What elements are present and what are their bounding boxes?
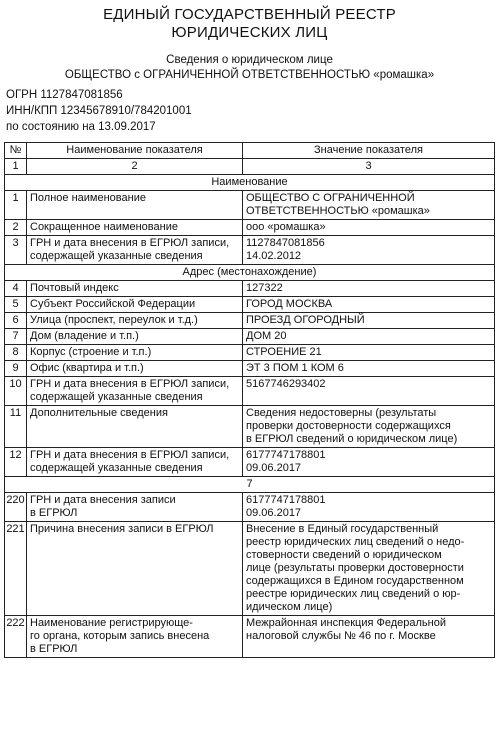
indicator-line: в ЕГРЮЛ <box>30 643 78 655</box>
row-number: 8 <box>5 345 27 361</box>
table-row <box>5 329 495 345</box>
header-value: Значение показателя <box>243 143 495 159</box>
table-row <box>5 616 495 658</box>
section-name-heading: Наименование <box>5 175 495 191</box>
indicator-line: в ЕГРЮЛ <box>30 507 78 519</box>
section-row-name <box>5 175 495 191</box>
value-line: ОТВЕТСТВЕННОСТЬЮ «ромашка» <box>246 205 430 217</box>
row-number: 12 <box>5 448 27 477</box>
value-line: 6177747178801 <box>246 494 326 506</box>
row-value <box>243 329 495 345</box>
table-row <box>5 345 495 361</box>
indicator-line: содержащей указанные сведения <box>30 462 203 474</box>
value-line: СТРОЕНИЕ 21 <box>246 346 322 358</box>
indicator-line: Дополнительные сведения <box>30 407 168 419</box>
row-number: 220 <box>5 493 27 522</box>
as-of-date-line: по состоянию на 13.09.2017 <box>6 121 156 133</box>
indicator-line: Наименование регистрирующе- <box>30 617 193 629</box>
row-value <box>243 616 495 658</box>
table-row <box>5 448 495 477</box>
row-indicator <box>27 616 243 658</box>
value-line: 09.06.2017 <box>246 507 302 519</box>
indicator-line: Корпус (строение и т.п.) <box>30 346 152 358</box>
document-title <box>0 6 499 42</box>
row-indicator <box>27 220 243 236</box>
section-row-address <box>5 265 495 281</box>
value-line: проверки достоверности содержащихся <box>246 420 451 432</box>
indicator-line: ГРН и дата внесения в ЕГРЮЛ записи, <box>30 378 230 390</box>
table-row <box>5 191 495 220</box>
section-7-heading: 7 <box>5 477 495 493</box>
row-value <box>243 297 495 313</box>
table-row <box>5 522 495 616</box>
table-row <box>5 406 495 448</box>
row-number: 5 <box>5 297 27 313</box>
row-value <box>243 361 495 377</box>
value-line: лице (результаты проверки достоверности <box>246 562 464 574</box>
value-line: 127322 <box>246 282 283 294</box>
inn-kpp-line: ИНН/КПП 12345678910/784201001 <box>6 105 192 117</box>
row-value <box>243 522 495 616</box>
row-number: 4 <box>5 281 27 297</box>
indicator-line: ГРН и дата внесения записи <box>30 494 176 506</box>
section-address-heading: Адрес (местонахождение) <box>5 265 495 281</box>
row-indicator <box>27 191 243 220</box>
row-number: 9 <box>5 361 27 377</box>
title-line-1: ЕДИНЫЙ ГОСУДАРСТВЕННЫЙ РЕЕСТР <box>103 6 396 23</box>
indicator-line: Дом (владение и т.п.) <box>30 330 139 342</box>
value-line: ГОРОД МОСКВА <box>246 298 333 310</box>
row-value <box>243 281 495 297</box>
value-line: 6177747178801 <box>246 449 326 461</box>
indicator-line: содержащей указанные сведения <box>30 250 203 262</box>
row-indicator <box>27 297 243 313</box>
table-row <box>5 361 495 377</box>
value-line: содержащихся в Едином государственном <box>246 575 464 587</box>
section-row-7 <box>5 477 495 493</box>
row-value <box>243 191 495 220</box>
row-indicator <box>27 345 243 361</box>
value-line: Сведения недостоверны (результаты <box>246 407 437 419</box>
value-line: реестр юридических лиц сведений о недо- <box>246 536 465 548</box>
row-indicator <box>27 448 243 477</box>
row-value <box>243 313 495 329</box>
value-line: Внесение в Единый государственный <box>246 523 439 535</box>
table-row <box>5 220 495 236</box>
value-line: ДОМ 20 <box>246 330 287 342</box>
row-indicator <box>27 377 243 406</box>
row-indicator <box>27 281 243 297</box>
row-indicator <box>27 361 243 377</box>
row-number: 11 <box>5 406 27 448</box>
row-indicator <box>27 522 243 616</box>
subtitle-line-1: Сведения о юридическом лице <box>166 54 333 66</box>
table-row <box>5 236 495 265</box>
row-indicator <box>27 493 243 522</box>
value-line: 14.02.2012 <box>246 250 302 262</box>
row-value <box>243 377 495 406</box>
indicator-line: ГРН и дата внесения в ЕГРЮЛ записи, <box>30 237 230 249</box>
column-number-3: 3 <box>243 159 495 175</box>
table-row <box>5 281 495 297</box>
row-number: 7 <box>5 329 27 345</box>
row-indicator <box>27 329 243 345</box>
value-line: ооо «ромашка» <box>246 221 326 233</box>
value-line: ЭТ 3 ПОМ 1 КОМ 6 <box>246 362 344 374</box>
value-line: налоговой службы № 46 по г. Москве <box>246 630 436 642</box>
row-number: 1 <box>5 191 27 220</box>
indicator-line: Полное наименование <box>30 192 146 204</box>
row-value <box>243 236 495 265</box>
row-number: 2 <box>5 220 27 236</box>
value-line: стоверности сведений о юридическом <box>246 549 442 561</box>
value-line: 5167746293402 <box>246 378 326 390</box>
row-number: 221 <box>5 522 27 616</box>
table-row <box>5 297 495 313</box>
indicator-line: содержащей указанные сведения <box>30 391 203 403</box>
row-value <box>243 345 495 361</box>
table-row <box>5 313 495 329</box>
value-line: идическом лице) <box>246 601 333 613</box>
column-number-2: 2 <box>27 159 243 175</box>
row-indicator <box>27 236 243 265</box>
value-line: реестре юридических лиц сведений о юр- <box>246 588 461 600</box>
indicator-line: Улица (проспект, переулок и т.д.) <box>30 314 198 326</box>
value-line: Межрайонная инспекция Федеральной <box>246 617 446 629</box>
column-number-1: 1 <box>5 159 27 175</box>
value-line: ПРОЕЗД ОГОРОДНЫЙ <box>246 314 365 326</box>
row-value <box>243 220 495 236</box>
indicator-line: Субъект Российской Федерации <box>30 298 196 310</box>
indicator-line: Почтовый индекс <box>30 282 119 294</box>
row-value <box>243 493 495 522</box>
indicator-line: го органа, которым запись внесена <box>30 630 210 642</box>
header-indicator: Наименование показателя <box>27 143 243 159</box>
value-line: 09.06.2017 <box>246 462 302 474</box>
header-number: № <box>5 143 27 159</box>
table-header-row <box>5 143 495 159</box>
column-numbering-row <box>5 159 495 175</box>
row-number: 10 <box>5 377 27 406</box>
value-line: 1127847081856 <box>246 237 325 249</box>
indicator-line: ГРН и дата внесения в ЕГРЮЛ записи, <box>30 449 230 461</box>
company-name-heading: ОБЩЕСТВО с ОГРАНИЧЕННОЙ ОТВЕТСТВЕННОСТЬЮ «ромашка» <box>64 69 435 81</box>
register-table <box>4 142 495 658</box>
row-value <box>243 448 495 477</box>
indicator-line: Причина внесения записи в ЕГРЮЛ <box>30 523 214 535</box>
ogrn-line: ОГРН 1127847081856 <box>6 89 123 101</box>
indicator-line: Офис (квартира и т.п.) <box>30 362 144 374</box>
table-row <box>5 493 495 522</box>
row-number: 222 <box>5 616 27 658</box>
row-number: 6 <box>5 313 27 329</box>
row-indicator <box>27 406 243 448</box>
value-line: ОБЩЕСТВО С ОГРАНИЧЕННОЙ <box>246 192 415 204</box>
row-value <box>243 406 495 448</box>
row-indicator <box>27 313 243 329</box>
row-number: 3 <box>5 236 27 265</box>
title-line-2: ЮРИДИЧЕСКИХ ЛИЦ <box>171 24 328 41</box>
table-row <box>5 377 495 406</box>
value-line: в ЕГРЮЛ сведений о юридическом лице) <box>246 433 458 445</box>
indicator-line: Сокращенное наименование <box>30 221 178 233</box>
